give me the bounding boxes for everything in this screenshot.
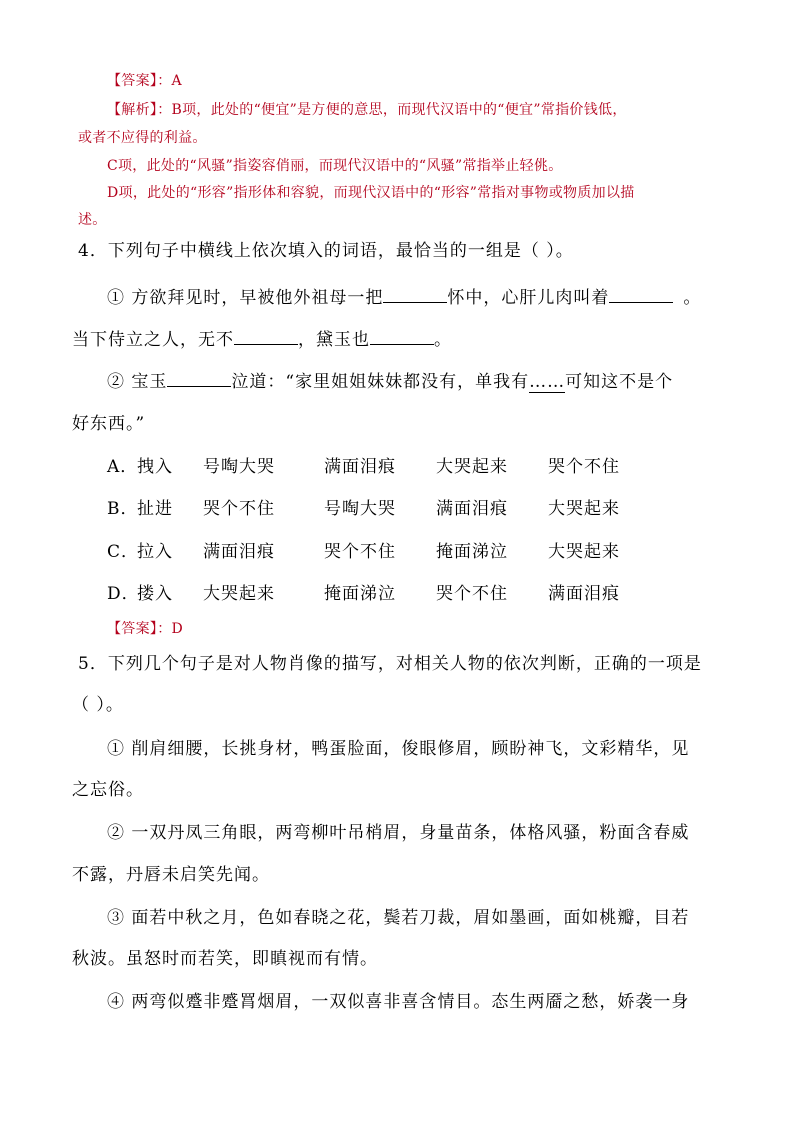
q3-analysis-c: C项，此处的“风骚”指姿容俏丽，而现代汉语中的“风骚”常指举止轻佻。	[107, 158, 563, 174]
q5-sentence2-line1: ② 一双丹凤三角眼，两弯柳叶吊梢眉，身量苗条，体格风骚，粉面含春威	[107, 823, 690, 843]
q4-s2-text-a: ② 宝玉	[107, 372, 168, 392]
option-word: 满面泪痕	[436, 499, 508, 519]
option-word: 大哭起来	[203, 584, 275, 604]
q4-s1-text-c: 。	[683, 288, 702, 308]
fill-blank-5	[167, 372, 231, 387]
fill-blank-1	[383, 288, 447, 303]
q4-option-b[interactable]	[107, 494, 707, 519]
option-word: 大哭起来	[436, 457, 508, 477]
q3-analysis-b-line2: 或者不应得的利益。	[78, 130, 207, 146]
q5-sentence4-line1: ④ 两弯似蹙非蹙罥烟眉，一双似喜非喜含情目。态生两靥之愁，娇袭一身	[107, 992, 690, 1012]
q4-s1-text-f: 。	[434, 330, 452, 350]
option-label: B．	[107, 499, 139, 519]
q4-s2-text-c: 可知这不是个	[565, 372, 674, 392]
q3-analysis-b-line1	[107, 99, 627, 119]
q4-option-d[interactable]	[107, 579, 707, 604]
option-word: 号啕大哭	[324, 499, 396, 519]
fill-blank-2	[609, 288, 673, 303]
q4-s1-text-e: ，黛玉也	[298, 330, 370, 350]
q5-sentence3-line1: ③ 面若中秋之月，色如春晓之花，鬓若刀裁，眉如墨画，面如桃瓣，目若	[107, 908, 690, 928]
option-label: D．	[107, 584, 140, 604]
option-label: A．	[107, 457, 139, 477]
q4-s2-ellipsis: ……	[529, 372, 566, 392]
option-word: 满面泪痕	[324, 457, 396, 477]
option-word: 满面泪痕	[548, 584, 620, 604]
option-word: 哭个不住	[436, 584, 508, 604]
q5-sentence1-line2: 之忘俗。	[72, 780, 144, 800]
q5-sentence2-line2: 不露，丹唇未启笑先闻。	[72, 865, 270, 885]
option-word: 拽入	[137, 457, 173, 477]
option-word: 掩面涕泣	[324, 584, 396, 604]
q4-s2-text-b: 泣道：“家里姐姐妹妹都没有，单我有	[231, 372, 530, 392]
q4-s1-text-b: 怀中，心肝儿肉叫着	[447, 288, 610, 308]
q4-sentence1-line2	[72, 325, 452, 350]
q4-answer: 【答案】：D	[107, 621, 184, 637]
q3-analysis-d-line1: D项，此处的“形容”指形体和容貌，而现代汉语中的“形容”常指对事物或物质加以描	[107, 185, 635, 201]
q5-stem-line2: （ ）。	[72, 695, 124, 715]
q4-sentence2-line2: 好东西。”	[72, 414, 146, 434]
q4-option-c[interactable]	[107, 537, 707, 562]
option-word: 哭个不住	[324, 542, 396, 562]
q3-analysis-d-line2: 述。	[78, 212, 107, 228]
option-word: 大哭起来	[548, 542, 620, 562]
option-word: 扯进	[137, 499, 173, 519]
option-word: 满面泪痕	[203, 542, 275, 562]
q3-analysis-label: 【解析】：	[107, 102, 172, 118]
option-word: 大哭起来	[548, 499, 620, 519]
option-word: 哭个不住	[203, 499, 275, 519]
fill-blank-4	[370, 330, 434, 345]
q5-stem-line1: 5．下列几个句子是对人物肖像的描写，对相关人物的依次判断，正确的一项是	[78, 654, 702, 674]
option-word: 哭个不住	[548, 457, 620, 477]
option-word: 掩面涕泣	[436, 542, 508, 562]
q4-sentence1-line1	[107, 283, 701, 308]
option-label: C．	[107, 542, 140, 562]
option-word: 搂入	[137, 584, 173, 604]
q3-answer: 【答案】：A	[107, 73, 182, 89]
q3-analysis-b-text: B项，此处的“便宜”是方便的意思，而现代汉语中的“便宜”常指价钱低，	[171, 102, 627, 118]
q5-sentence1-line1: ① 削肩细腰，长挑身材，鸭蛋脸面，俊眼修眉，顾盼神飞，文彩精华，见	[107, 739, 690, 759]
option-word: 号啕大哭	[203, 457, 275, 477]
q5-sentence3-line2: 秋波。虽怒时而若笑，即瞋视而有情。	[72, 949, 378, 969]
q4-s1-text-d: 当下侍立之人，无不	[72, 330, 234, 350]
q4-stem: 4．下列句子中横线上依次填入的词语，最恰当的一组是（ ）。	[78, 241, 574, 261]
option-word: 拉入	[137, 542, 173, 562]
fill-blank-3	[234, 330, 298, 345]
q4-s1-text-a: ① 方欲拜见时，早被他外祖母一把	[107, 288, 384, 308]
q4-option-a[interactable]	[107, 452, 707, 477]
q4-sentence2-line1	[107, 367, 673, 392]
